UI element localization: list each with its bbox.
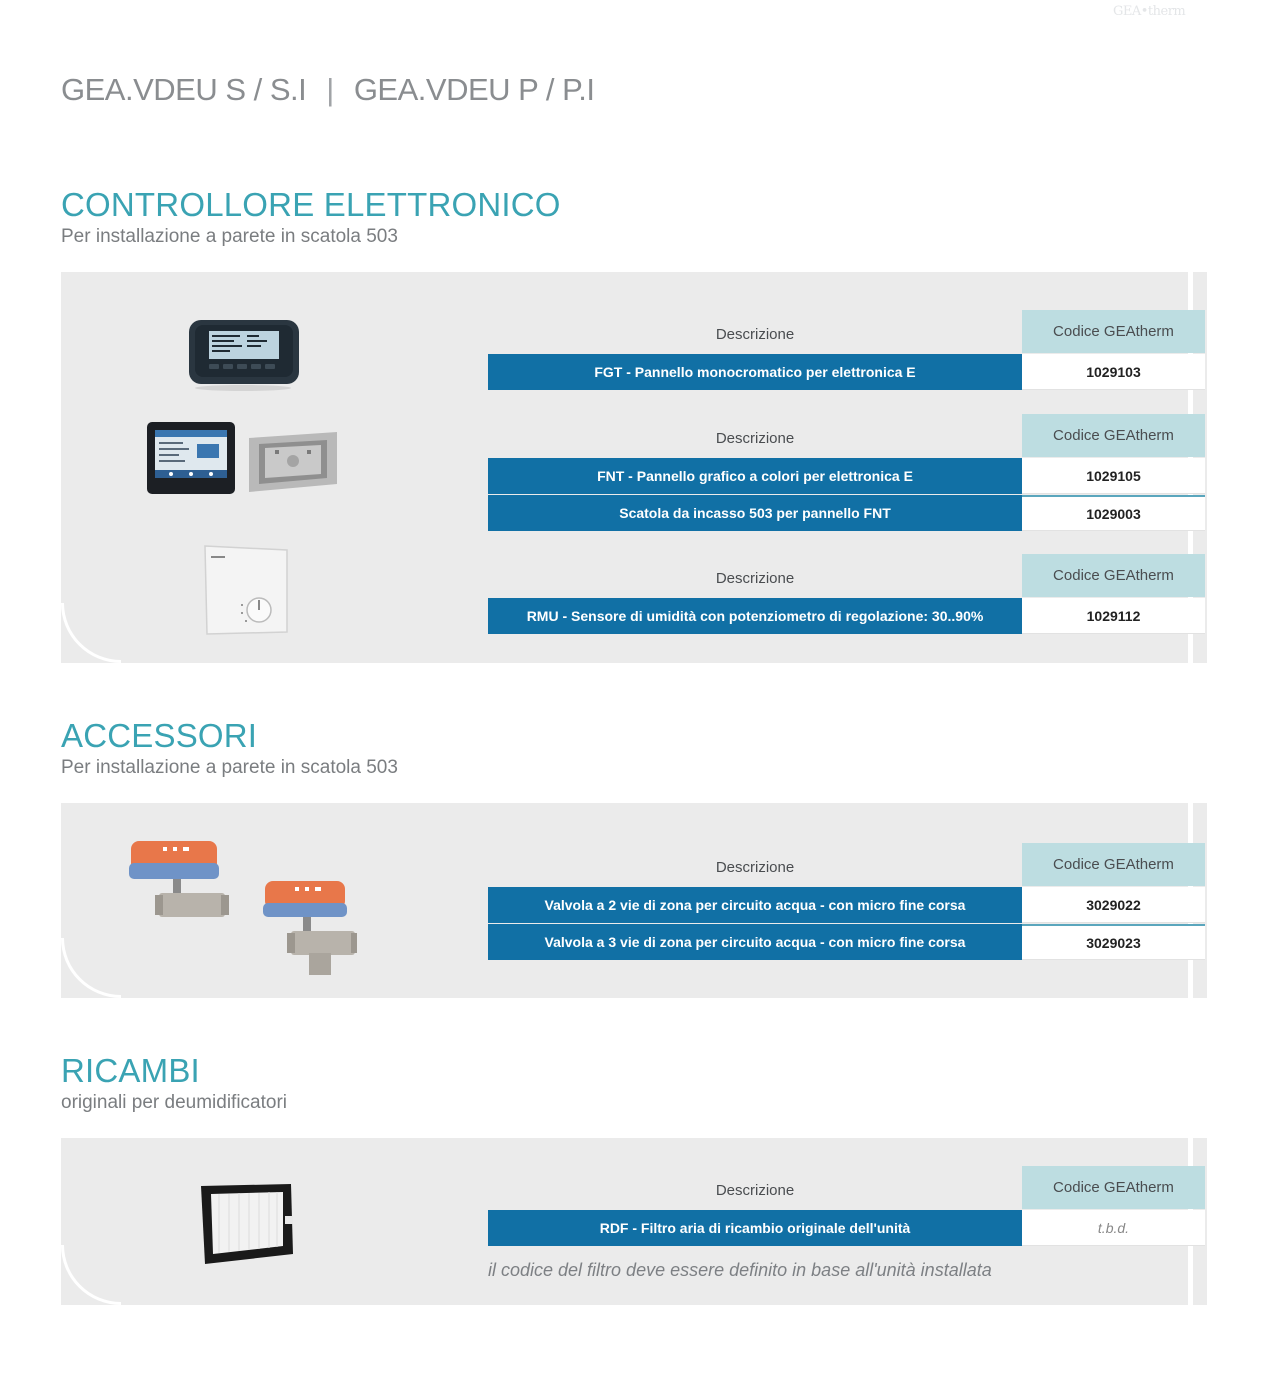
- valve-2-way-image: [127, 833, 233, 929]
- title-separator: |: [326, 72, 334, 107]
- table-fgt: [488, 310, 1205, 390]
- section-subtitle-ricambi: originali per deumidificatori: [61, 1092, 287, 1113]
- table-fnt: [488, 414, 1205, 531]
- row-code: 1029105: [1022, 458, 1205, 494]
- table-filtro: [488, 1166, 1205, 1246]
- table-row: [488, 1210, 1205, 1246]
- row-code: 3029023: [1022, 924, 1205, 960]
- row-code: 3029022: [1022, 887, 1205, 923]
- filter-image: [197, 1180, 297, 1266]
- table-row: [488, 887, 1205, 923]
- section-title-accessori: ACCESSORI: [61, 717, 258, 754]
- row-code: 1029003: [1022, 495, 1205, 531]
- fgt-panel-image: [185, 316, 301, 392]
- title-model-s: GEA.VDEU S / S.I: [61, 72, 307, 107]
- section-title-controllore: CONTROLLORE ELETTRONICO: [61, 186, 561, 223]
- table-row: [488, 924, 1205, 960]
- header-codice: Codice GEAtherm: [1022, 310, 1205, 353]
- title-model-p: GEA.VDEU P / P.I: [353, 72, 595, 107]
- panel-controllore: [61, 272, 1207, 663]
- fnt-panel-image: [145, 418, 239, 500]
- row-description: Scatola da incasso 503 per pannello FNT: [488, 495, 1022, 531]
- brand-logo: GEA•therm: [1113, 4, 1186, 19]
- table-row: [488, 495, 1205, 531]
- table-header: [488, 843, 1205, 886]
- header-codice: Codice GEAtherm: [1022, 414, 1205, 457]
- table-row: [488, 354, 1205, 390]
- header-codice: Codice GEAtherm: [1022, 843, 1205, 886]
- row-description: FGT - Pannello monocromatico per elettronica E: [488, 354, 1022, 390]
- row-code: 1029112: [1022, 598, 1205, 634]
- section-title-ricambi: RICAMBI: [61, 1052, 200, 1089]
- panel-accessori: [61, 803, 1207, 998]
- table-rmu: [488, 554, 1205, 634]
- valve-3-way-image: [261, 877, 359, 981]
- header-codice: Codice GEAtherm: [1022, 554, 1205, 597]
- row-description: Valvola a 2 vie di zona per circuito acqua - con micro fine corsa: [488, 887, 1022, 923]
- table-valvole: [488, 843, 1205, 960]
- filter-note: il codice del filtro deve essere definito in base all'unità installata: [488, 1260, 992, 1280]
- table-header: [488, 414, 1205, 457]
- row-description: Valvola a 3 vie di zona per circuito acqua - con micro fine corsa: [488, 924, 1022, 960]
- header-descrizione: Descrizione: [715, 859, 795, 876]
- header-descrizione: Descrizione: [715, 1182, 795, 1199]
- header-descrizione: Descrizione: [715, 430, 795, 447]
- table-row: [488, 458, 1205, 494]
- row-description: RMU - Sensore di umidità con potenziometro di regolazione: 30..90%: [488, 598, 1022, 634]
- section-subtitle-controllore: Per installazione a parete in scatola 503: [61, 226, 398, 247]
- header-descrizione: Descrizione: [715, 326, 795, 343]
- row-code: 1029103: [1022, 354, 1205, 390]
- header-codice: Codice GEAtherm: [1022, 1166, 1205, 1209]
- row-description: FNT - Pannello grafico a colori per elettronica E: [488, 458, 1022, 494]
- table-header: [488, 554, 1205, 597]
- section-subtitle-accessori: Per installazione a parete in scatola 503: [61, 757, 398, 778]
- table-row: [488, 598, 1205, 634]
- rmu-sensor-image: [201, 542, 293, 638]
- page-title: [61, 72, 595, 108]
- panel-ricambi: [61, 1138, 1207, 1305]
- row-code: t.b.d.: [1022, 1210, 1205, 1246]
- box-503-image: [245, 428, 341, 500]
- table-header: [488, 1166, 1205, 1209]
- row-description: RDF - Filtro aria di ricambio originale dell'unità: [488, 1210, 1022, 1246]
- header-descrizione: Descrizione: [715, 570, 795, 587]
- table-header: [488, 310, 1205, 353]
